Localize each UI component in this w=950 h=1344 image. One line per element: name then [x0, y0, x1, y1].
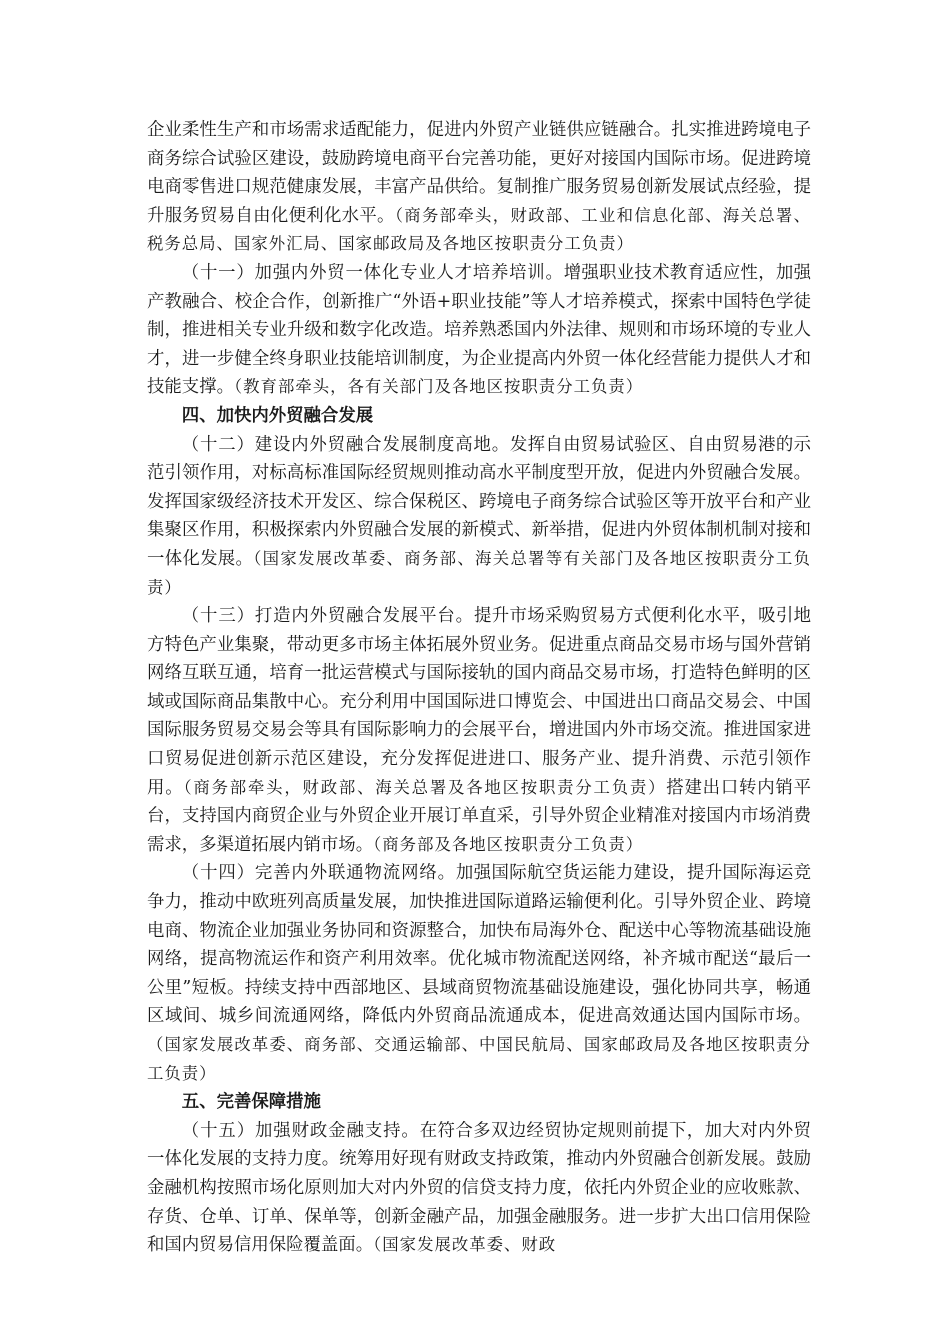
- responsibility-note: （国家发展改革委、财政: [373, 1235, 557, 1255]
- paragraph-body-2: 搭建出口转内销平台，支持国内商贸企业与外贸企业开展订单直采，引导外贸企业精准对接国内市场消费需求，多渠道拓展内销市场。: [147, 777, 811, 855]
- paragraph-13: [147, 602, 811, 859]
- responsibility-note-2: （商务部及各地区按职责分工负责）: [373, 834, 644, 854]
- responsibility-note: （商务部牵头，财政部、工业和信息化部、海关总署、税务总局、国家外汇局、国家邮政局及各地区按职责分工负责）: [147, 205, 811, 254]
- responsibility-note: （国家发展改革委、商务部、交通运输部、中国民航局、国家邮政局及各地区按职责分工负责）: [147, 1035, 811, 1083]
- section-heading-5: 五、完善保障措施: [181, 1092, 321, 1113]
- item-lead: （十一）加强内外贸一体化专业人才培养培训。: [181, 262, 564, 283]
- paragraph-14: [147, 859, 811, 1088]
- paragraph-body: 在符合多双边经贸协定规则前提下，加大对内外贸一体化发展的支持力度。统筹用好现有财政支持政策，推动内外贸融合创新发展。鼓励金融机构按照市场化原则加大对内外贸的信贷支持力度，依托内外贸企业的应收账款、存货、仓单、订单、保单等，创新金融产品，加强金融服务。进一步扩大出口信用保险和国内贸易信用保险覆盖面。: [147, 1120, 811, 1256]
- paragraph-intro: [147, 116, 811, 259]
- responsibility-note: （国家发展改革委、商务部、海关总署等有关部门及各地区按职责分工负责）: [147, 548, 811, 597]
- responsibility-note: （教育部牵头，各有关部门及各地区按职责分工负责）: [233, 377, 644, 397]
- responsibility-note: （商务部牵头，财政部、海关总署及各地区按职责分工负责）: [183, 777, 667, 797]
- paragraph-12: [147, 431, 811, 603]
- paragraph-body: 发挥自由贸易试验区、自由贸易港的示范引领作用，对标高标准国际经贸规则推动高水平制度型开放，促进内外贸融合发展。发挥国家级经济技术开发区、综合保税区、跨境电子商务综合试验区等开放平台和产业集聚区作用，积极探索内外贸融合发展的新模式、新举措，促进内外贸体制机制对接和一体化发展。: [147, 434, 811, 569]
- paragraph-body: 企业柔性生产和市场需求适配能力，促进内外贸产业链供应链融合。扎实推进跨境电子商务综合试验区建设，鼓励跨境电商平台完善功能，更好对接国内国际市场。促进跨境电商零售进口规范健康发展，丰富产品供给。复制推广服务贸易创新发展试点经验，提升服务贸易自由化便利化水平。: [147, 120, 811, 226]
- item-lead: （十三）打造内外贸融合发展平台。: [181, 606, 474, 627]
- paragraph-body: 提升市场采购贸易方式便利化水平，吸引地方特色产业集聚，带动更多市场主体拓展外贸业务。促进重点商品交易市场与国外营销网络互联互通，培育一批运营模式与国际接轨的国内商品交易市场，打造特色鲜明的区域或国际商品集散中心。充分利用中国国际进口博览会、中国进出口商品交易会、中国国际服务贸易交易会等具有国际影响力的会展平台，增进国内外市场交流。推进国家进口贸易促进创新示范区建设，充分发挥促进进口、服务产业、提升消费、示范引领作用。: [147, 606, 811, 798]
- paragraph-body: 增强职业技术教育适应性，加强产教融合、校企合作，创新推广“外语+职业技能”等人才培养模式，探索中国特色学徒制，推进相关专业升级和数字化改造。培养熟悉国内外法律、规则和市场环境的专业人才，进一步健全终身职业技能培训制度，为企业提高内外贸一体化经营能力提供人才和技能支撑。: [147, 262, 811, 398]
- section-heading-4: 四、加快内外贸融合发展: [181, 405, 374, 426]
- item-lead: （十五）加强财政金融支持。: [181, 1120, 420, 1141]
- paragraph-11: [147, 259, 811, 402]
- paragraph-body: 加强国际航空货运能力建设，提升国际海运竞争力，推动中欧班列高质量发展，加快推进国际道路运输便利化。引导外贸企业、跨境电商、物流企业加强业务协同和资源整合，加快布局海外仓、配送中心等物流基础设施网络，提高物流运作和资产利用效率。优化城市物流配送网络，补齐城市配送“最后一公里”短板。持续支持中西部地区、县域商贸物流基础设施建设，强化协同共享，畅通区域间、城乡间流通网络，降低内外贸商品流通成本，促进高效通达国内国际市场。: [147, 863, 811, 1027]
- item-lead: （十四）完善内外联通物流网络。: [181, 863, 456, 884]
- document-page: [147, 116, 811, 1260]
- paragraph-15: [147, 1117, 811, 1260]
- item-lead: （十二）建设内外贸融合发展制度高地。: [181, 434, 510, 455]
